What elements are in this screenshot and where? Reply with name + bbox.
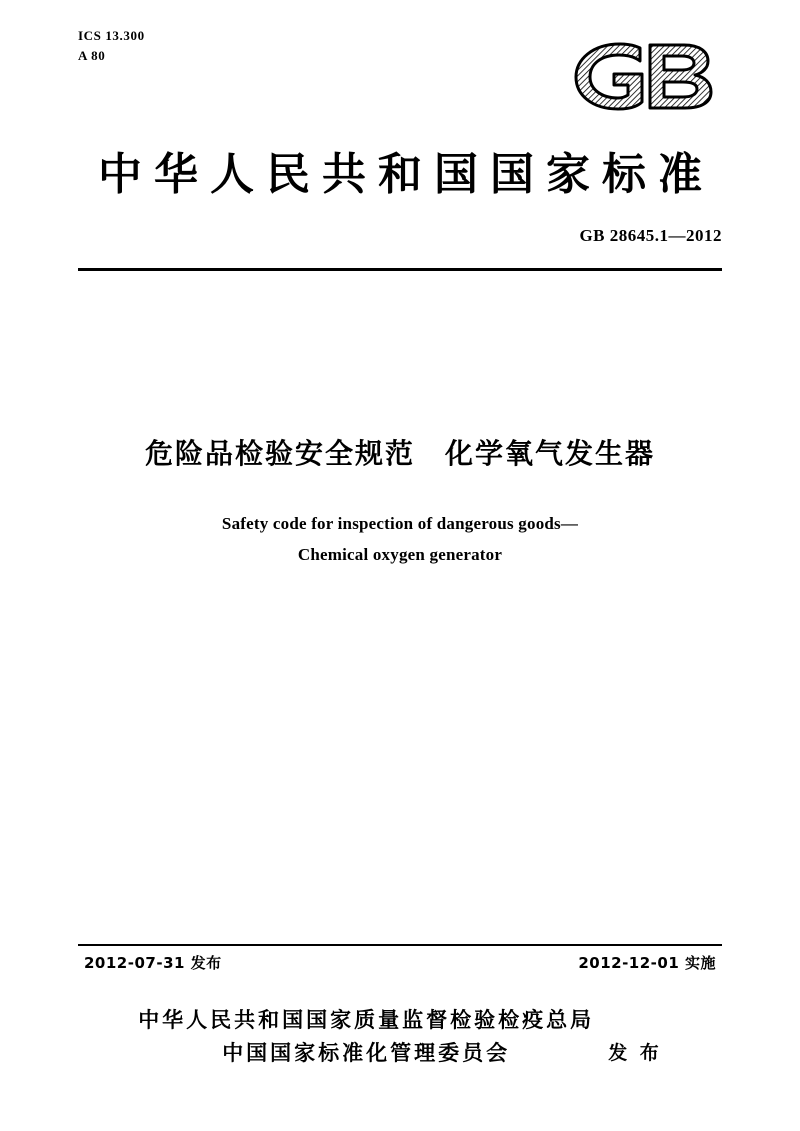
classification-code: A 80 [78, 47, 106, 63]
document-title-english [0, 508, 800, 571]
issuer-line-2: 中国国家标准化管理委员会 [222, 1040, 511, 1065]
divider-top [78, 268, 722, 271]
ics-block [78, 26, 145, 65]
page-title: 中华人民共和国国家标准 [98, 149, 714, 200]
document-title-english-line1: Safety code for inspection of dangerous goods— [221, 514, 579, 533]
issuer-verb: 发 布 [608, 1042, 662, 1065]
issuer-block [0, 1004, 800, 1069]
issue-date: 2012-07-31 发布 [84, 954, 222, 972]
gb-emblem-icon [562, 40, 722, 112]
ics-code: ICS 13.300 [78, 28, 145, 43]
divider-bottom [78, 944, 722, 946]
issuer-names [138, 1004, 594, 1069]
issuer-line-1: 中华人民共和国国家质量监督检验检疫总局 [138, 1008, 595, 1032]
effective-date: 2012-12-01 实施 [578, 954, 716, 972]
document-title-english-line2: Chemical oxygen generator [297, 545, 503, 565]
document-title-chinese: 危险品检验安全规范 化学氧气发生器 [144, 437, 655, 470]
standard-number: GB 28645.1—2012 [579, 226, 722, 245]
